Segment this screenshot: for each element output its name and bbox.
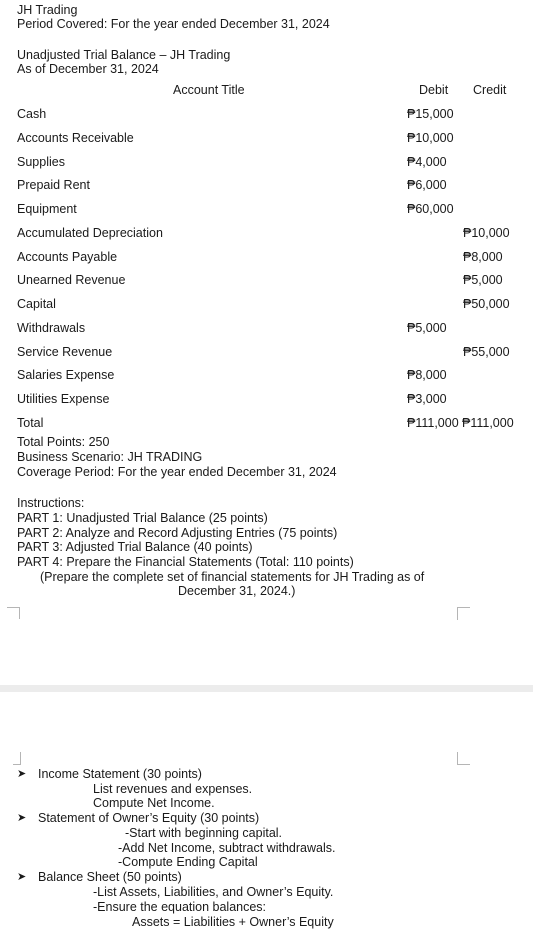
debit-amount: ₱10,000 [407,131,454,145]
statement-step: -List Assets, Liabilities, and Owner’s Equity. [93,885,334,899]
statement-title: Balance Sheet (50 points) [38,870,182,884]
debit-amount: ₱3,000 [407,392,447,406]
account-title: Supplies [17,155,65,169]
account-title: Total [17,416,44,430]
account-title: Prepaid Rent [17,178,90,192]
column-header-account-title: Account Title [173,83,245,97]
account-title: Utilities Expense [17,392,110,406]
instruction-part-4: PART 4: Prepare the Financial Statements (Total: 110 points) [17,555,354,569]
instruction-note-line-1: (Prepare the complete set of financial statements for JH Trading as of [40,570,425,584]
statement-title: Statement of Owner’s Equity (30 points) [38,811,260,825]
trial-balance-title: Unadjusted Trial Balance – JH Trading [17,48,231,62]
statement-step: -Compute Ending Capital [118,855,258,869]
company-name: JH Trading [17,3,78,17]
crop-mark-top-left-h [7,607,20,620]
arrow-bullet-icon: ➤ [17,871,27,883]
debit-amount: ₱60,000 [407,202,454,216]
statement-step: List revenues and expenses. [93,782,253,796]
account-title: Salaries Expense [17,368,115,382]
instruction-part-2: PART 2: Analyze and Record Adjusting Entries (75 points) [17,526,338,540]
debit-total: ₱111,000 [407,416,459,430]
accounting-equation: Assets = Liabilities + Owner’s Equity [132,915,334,929]
arrow-bullet-icon: ➤ [17,768,27,780]
trial-balance-date: As of December 31, 2024 [17,62,159,76]
column-header-debit: Debit [419,83,449,97]
total-points: Total Points: 250 [17,435,110,449]
column-header-credit: Credit [473,83,507,97]
statement-step: -Ensure the equation balances: [93,900,267,914]
account-title: Cash [17,107,47,121]
account-title: Capital [17,297,56,311]
debit-amount: ₱6,000 [407,178,447,192]
credit-total: ₱111,000 [462,416,514,430]
debit-amount: ₱4,000 [407,155,447,169]
instruction-note-line-2: December 31, 2024.) [178,584,296,598]
period-covered: Period Covered: For the year ended December 31, 2024 [17,17,330,31]
instruction-part-1: PART 1: Unadjusted Trial Balance (25 points) [17,511,268,525]
credit-amount: ₱10,000 [463,226,510,240]
statement-step: -Add Net Income, subtract withdrawals. [118,841,336,855]
debit-amount: ₱5,000 [407,321,447,335]
account-title: Accumulated Depreciation [17,226,163,240]
crop-mark-bottom-right [457,752,470,765]
account-title: Unearned Revenue [17,273,126,287]
account-title: Accounts Receivable [17,131,134,145]
crop-mark-bottom-left [13,752,21,765]
instruction-part-3: PART 3: Adjusted Trial Balance (40 points) [17,540,253,554]
credit-amount: ₱5,000 [463,273,503,287]
credit-amount: ₱55,000 [463,345,510,359]
debit-amount: ₱15,000 [407,107,454,121]
account-title: Withdrawals [17,321,86,335]
statement-step: -Start with beginning capital. [125,826,283,840]
instructions-heading: Instructions: [17,496,85,510]
debit-amount: ₱8,000 [407,368,447,382]
business-scenario: Business Scenario: JH TRADING [17,450,203,464]
account-title: Service Revenue [17,345,113,359]
credit-amount: ₱50,000 [463,297,510,311]
coverage-period: Coverage Period: For the year ended December 31, 2024 [17,465,337,479]
page-break [0,685,533,692]
credit-amount: ₱8,000 [463,250,503,264]
crop-mark-top-right [457,607,470,620]
statement-title: Income Statement (30 points) [38,767,202,781]
arrow-bullet-icon: ➤ [17,812,27,824]
statement-step: Compute Net Income. [93,796,215,810]
account-title: Accounts Payable [17,250,118,264]
account-title: Equipment [17,202,77,216]
